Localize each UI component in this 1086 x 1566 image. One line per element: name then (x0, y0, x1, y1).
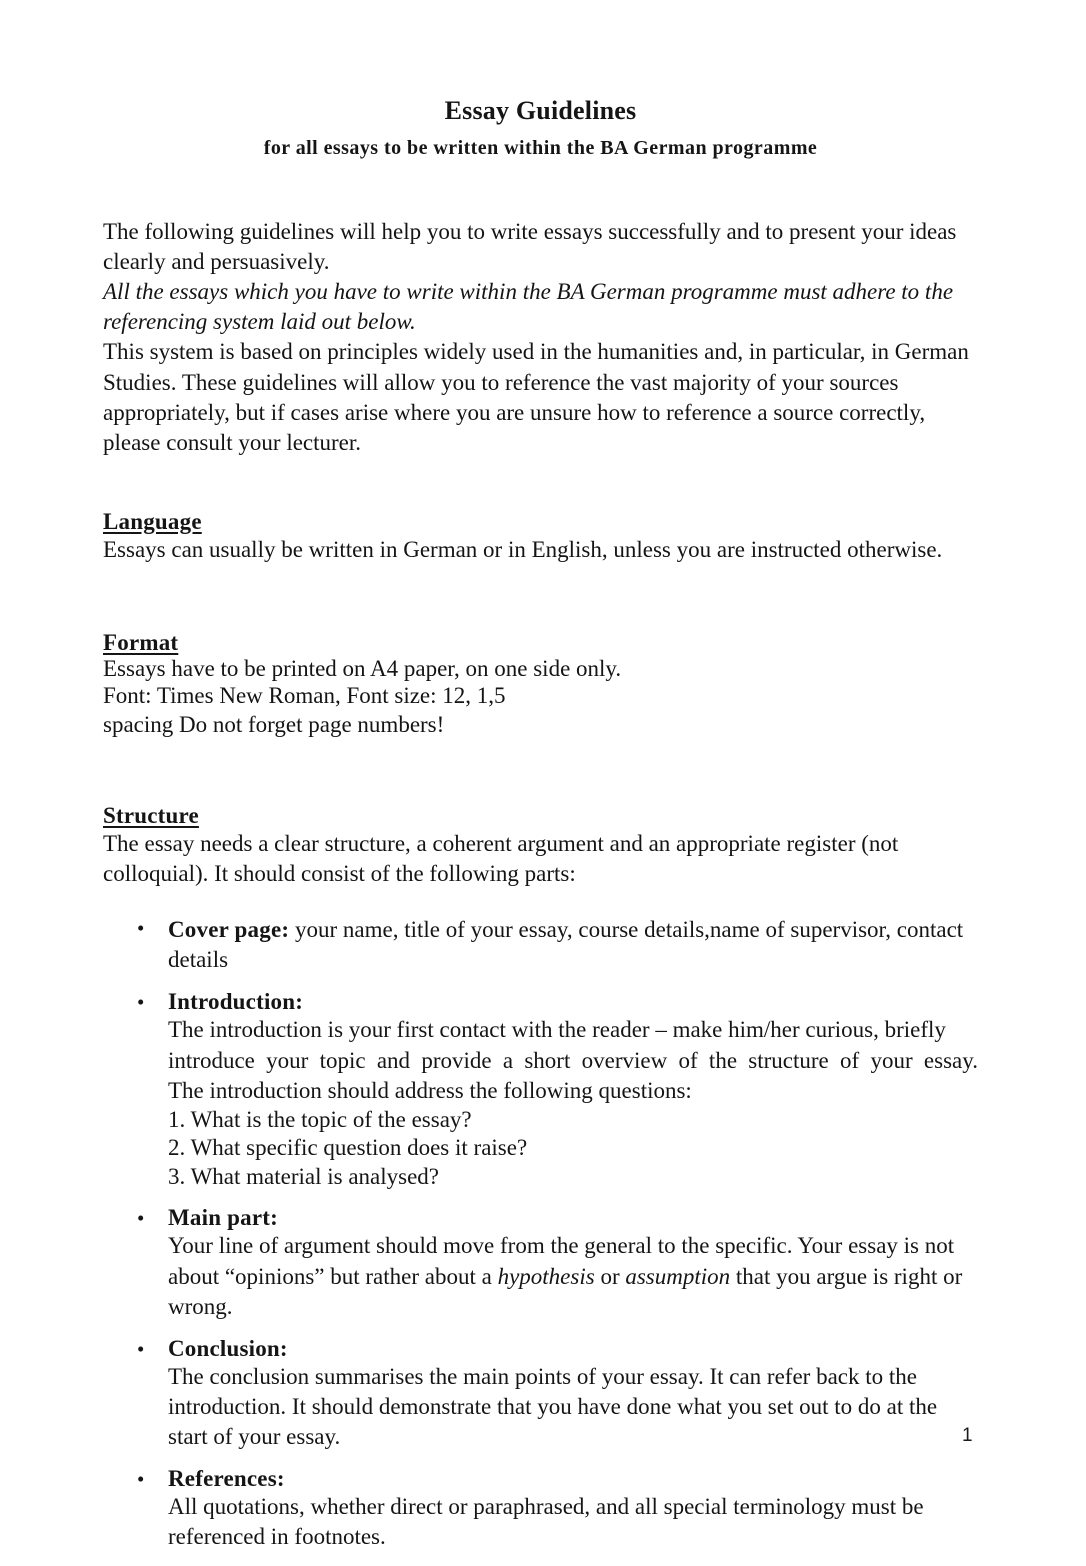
list-item-title: References: (168, 1466, 285, 1492)
list-item-introduction (103, 989, 978, 1191)
introduction-question-2: 2. What specific question does it raise? (168, 1135, 528, 1161)
references-text: All quotations, whether direct or paraphrased, and all special terminology must be referenced in footnotes. (168, 1494, 924, 1550)
bullet-icon: • (137, 916, 145, 941)
main-part-text (168, 1231, 978, 1321)
format-line-3: spacing Do not forget page numbers! (103, 711, 445, 737)
main-part-text-between: or (594, 1263, 626, 1289)
format-line-1: Essays have to be printed on A4 paper, on one side only. (103, 656, 622, 682)
list-item-text: your name, title of your essay, course details,name of supervisor, contact details (168, 917, 964, 973)
intro-block (103, 217, 978, 458)
section-format (103, 630, 978, 740)
section-language (103, 509, 978, 565)
main-part-italic-assumption: assumption (625, 1263, 731, 1289)
list-item-cover-page (103, 915, 978, 975)
introduction-line-2: introduce your topic and provide a short overview of the structure of your essay. (168, 1047, 978, 1073)
section-heading-language: Language (103, 508, 202, 534)
bullet-icon: • (137, 990, 145, 1015)
list-item-title: Introduction: (168, 989, 304, 1015)
structure-lead-in: The essay needs a clear structure, a coherent argument and an appropriate register (not colloquial). It should consist of the following parts: (103, 830, 899, 887)
bullet-icon: • (137, 1336, 145, 1361)
page-title: Essay Guidelines (444, 96, 637, 125)
bullet-icon: • (137, 1467, 145, 1492)
section-heading-format: Format (103, 630, 179, 656)
main-part-text-after: that you argue is right or wrong. (168, 1263, 963, 1319)
structure-parts-list (103, 915, 978, 1552)
section-body-language: Essays can usually be written in German or in English, unless you are instructed otherwise. (103, 536, 943, 562)
main-part-text-before: Your line of argument should move from the general to the specific. Your essay is not about “opinions” but rather about a (168, 1233, 955, 1289)
list-item-body (168, 917, 963, 972)
section-heading-structure: Structure (103, 802, 199, 828)
bullet-icon: • (137, 1206, 145, 1231)
list-item-main-part (103, 1205, 978, 1321)
introduction-question-3: 3. What material is analysed? (168, 1163, 440, 1189)
document-content (103, 96, 978, 1566)
list-item-references (103, 1466, 978, 1552)
conclusion-text: The conclusion summarises the main points of your essay. It can refer back to the introduction. It should demonstrate that you have done what you set out to do at the start of your essay. (168, 1363, 938, 1449)
intro-paragraph-3: This system is based on principles widely used in the humanities and, in particular, in German Studies. These guidelines will allow you to reference the vast majority of your sources appropriately, but if cases arise where you are unsure how to reference a source correctly, please consult your lecturer. (103, 339, 969, 455)
list-item-title: Cover page: (168, 917, 290, 943)
main-part-italic-hypothesis: hypothesis (497, 1263, 595, 1289)
list-item-title: Conclusion: (168, 1335, 288, 1361)
list-item-conclusion (103, 1336, 978, 1452)
introduction-line-1: The introduction is your first contact with the reader – make him/her curious, briefly (168, 1017, 946, 1043)
list-item-title: Main part: (168, 1205, 278, 1231)
page-number: 1 (962, 1425, 973, 1446)
format-line-2: Font: Times New Roman, Font size: 12, 1,5 (103, 682, 506, 708)
page-subtitle: for all essays to be written within the BA German programme (263, 136, 818, 159)
intro-paragraph-1: The following guidelines will help you to write essays successfully and to present your ideas clearly and persuasively. (103, 218, 957, 275)
introduction-line-3: The introduction should address the following questions: (168, 1077, 692, 1103)
intro-paragraph-2-italic: All the essays which you have to write within the BA German programme must adhere to the referencing system laid out below. (103, 279, 954, 335)
section-structure (103, 803, 978, 1552)
introduction-question-1: 1. What is the topic of the essay? (168, 1106, 472, 1132)
